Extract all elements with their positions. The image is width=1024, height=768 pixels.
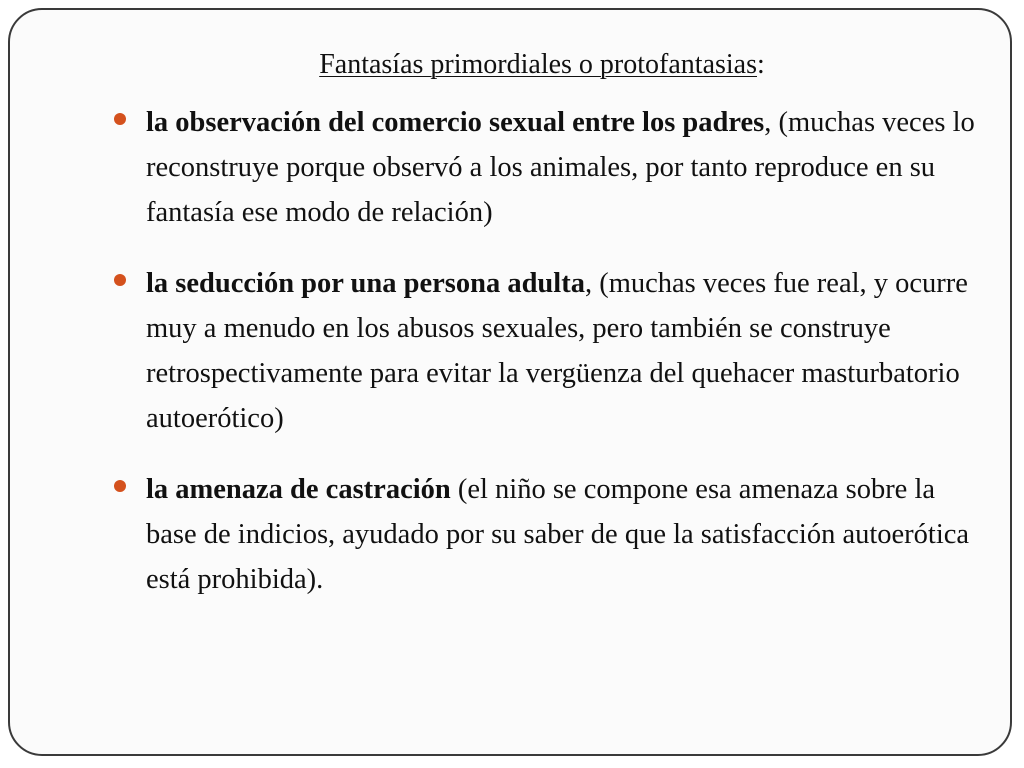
bullet-item-text: (el niño se compone esa amenaza sobre la base de indicios, ayudado por su saber de que la satisfacción autoerótica está prohibida). [146,474,970,595]
bullet-item-bold: la amenaza de castración [146,474,451,505]
bullet-item-seduction [110,261,980,441]
bullet-dot-icon [114,274,126,286]
bullet-item-observation [110,100,980,235]
bullet-list [110,100,980,602]
bullet-dot-icon [114,480,126,492]
slide-title-text: Fantasías primordiales o protofantasias [319,49,757,80]
bullet-item-bold: la seducción por una persona adulta [146,268,585,299]
bullet-item-text: , (muchas veces fue real, y ocurre muy a menudo en los abusos sexuales, pero también se construye retrospectivamente para evitar la vergüenza del quehacer masturbatorio autoerótico) [146,268,968,434]
bullet-item-castration [110,467,980,602]
slide-title [0,48,1024,82]
bullet-dot-icon [114,113,126,125]
bullet-item-text: , (muchas veces lo reconstruye porque observó a los animales, por tanto reproduce en su fantasía ese modo de relación) [146,107,975,228]
bullet-item-bold: la observación del comercio sexual entre los padres [146,107,765,138]
slide-title-colon: : [757,49,765,80]
